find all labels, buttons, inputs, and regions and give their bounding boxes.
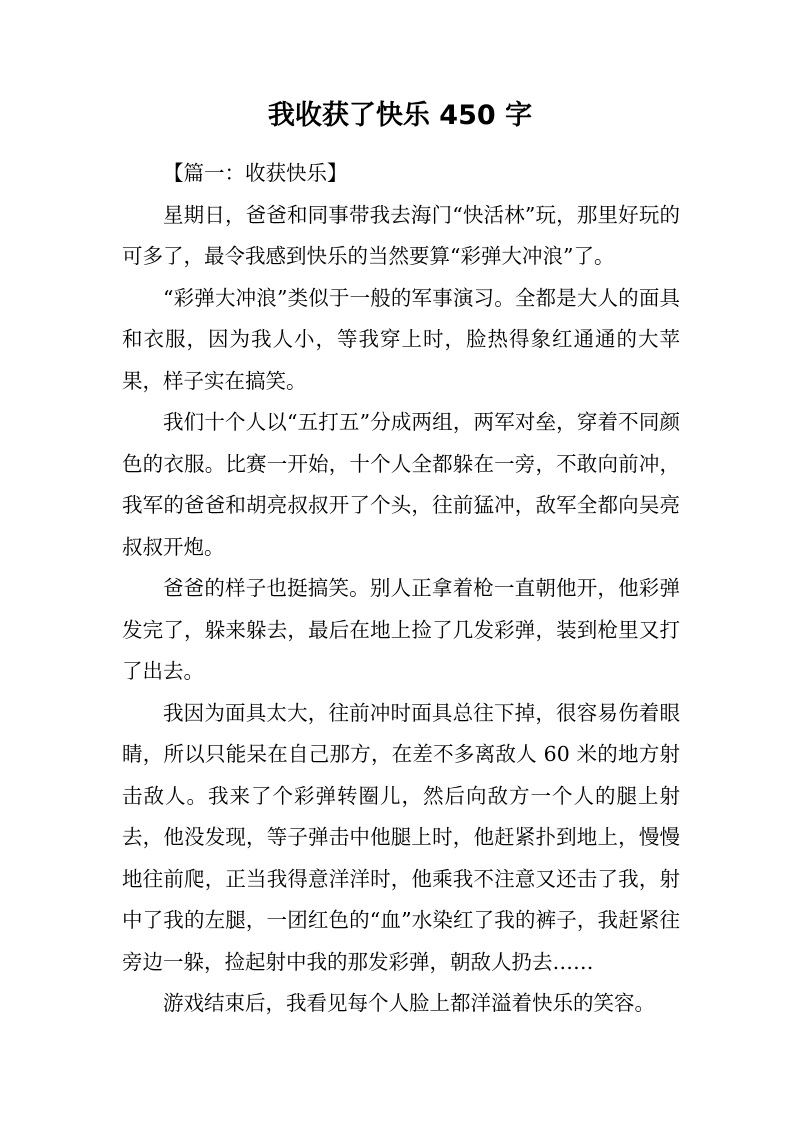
document-body: [122, 153, 680, 1025]
paragraph-2: “彩弹大冲浪”类似于一般的军事演习。全都是大人的面具和衣服，因为我人小，等我穿上时，脸热得象红通通的大苹果，样子实在搞笑。: [122, 285, 680, 393]
paragraph-6: 游戏结束后，我看见每个人脸上都洋溢着快乐的笑容。: [163, 991, 655, 1015]
paragraph-5: 我因为面具太大，往前冲时面具总往下掉，很容易伤着眼睛，所以只能呆在自己那方，在差不多离敌人 60 米的地方射击敌人。我来了个彩弹转圈儿，然后向敌方一个人的腿上射去，他没发现，等子弹击中他腿上时，他赶紧扑到地上，慢慢地往前爬，正当我得意洋洋时，他乘我不注意又还击了我，射中了我的左腿，一团红色的“血”水染红了我的裤子，我赶紧往旁边一躲，捡起射中我的那发彩弹，朝敌人扔去……: [122, 700, 680, 974]
paragraph-4: 爸爸的样子也挺搞笑。别人正拿着枪一直朝他开，他彩弹发完了，躲来躲去，最后在地上捡了几发彩弹，装到枪里又打了出去。: [122, 576, 680, 683]
section-heading: 【篇一：收获快乐】: [163, 161, 348, 185]
paragraph-3: 我们十个人以“五打五”分成两组，两军对垒，穿着不同颜色的衣服。比赛一开始，十个人全都躲在一旁，不敢向前冲，我军的爸爸和胡亮叔叔开了个头，往前猛冲，敌军全都向吴亮叔叔开炮。: [122, 410, 680, 559]
paragraph-1: 星期日，爸爸和同事带我去海门“快活林”玩，那里好玩的可多了，最令我感到快乐的当然要算“彩弹大冲浪”了。: [122, 202, 680, 268]
document-title: 我收获了快乐 450 字: [267, 100, 533, 131]
